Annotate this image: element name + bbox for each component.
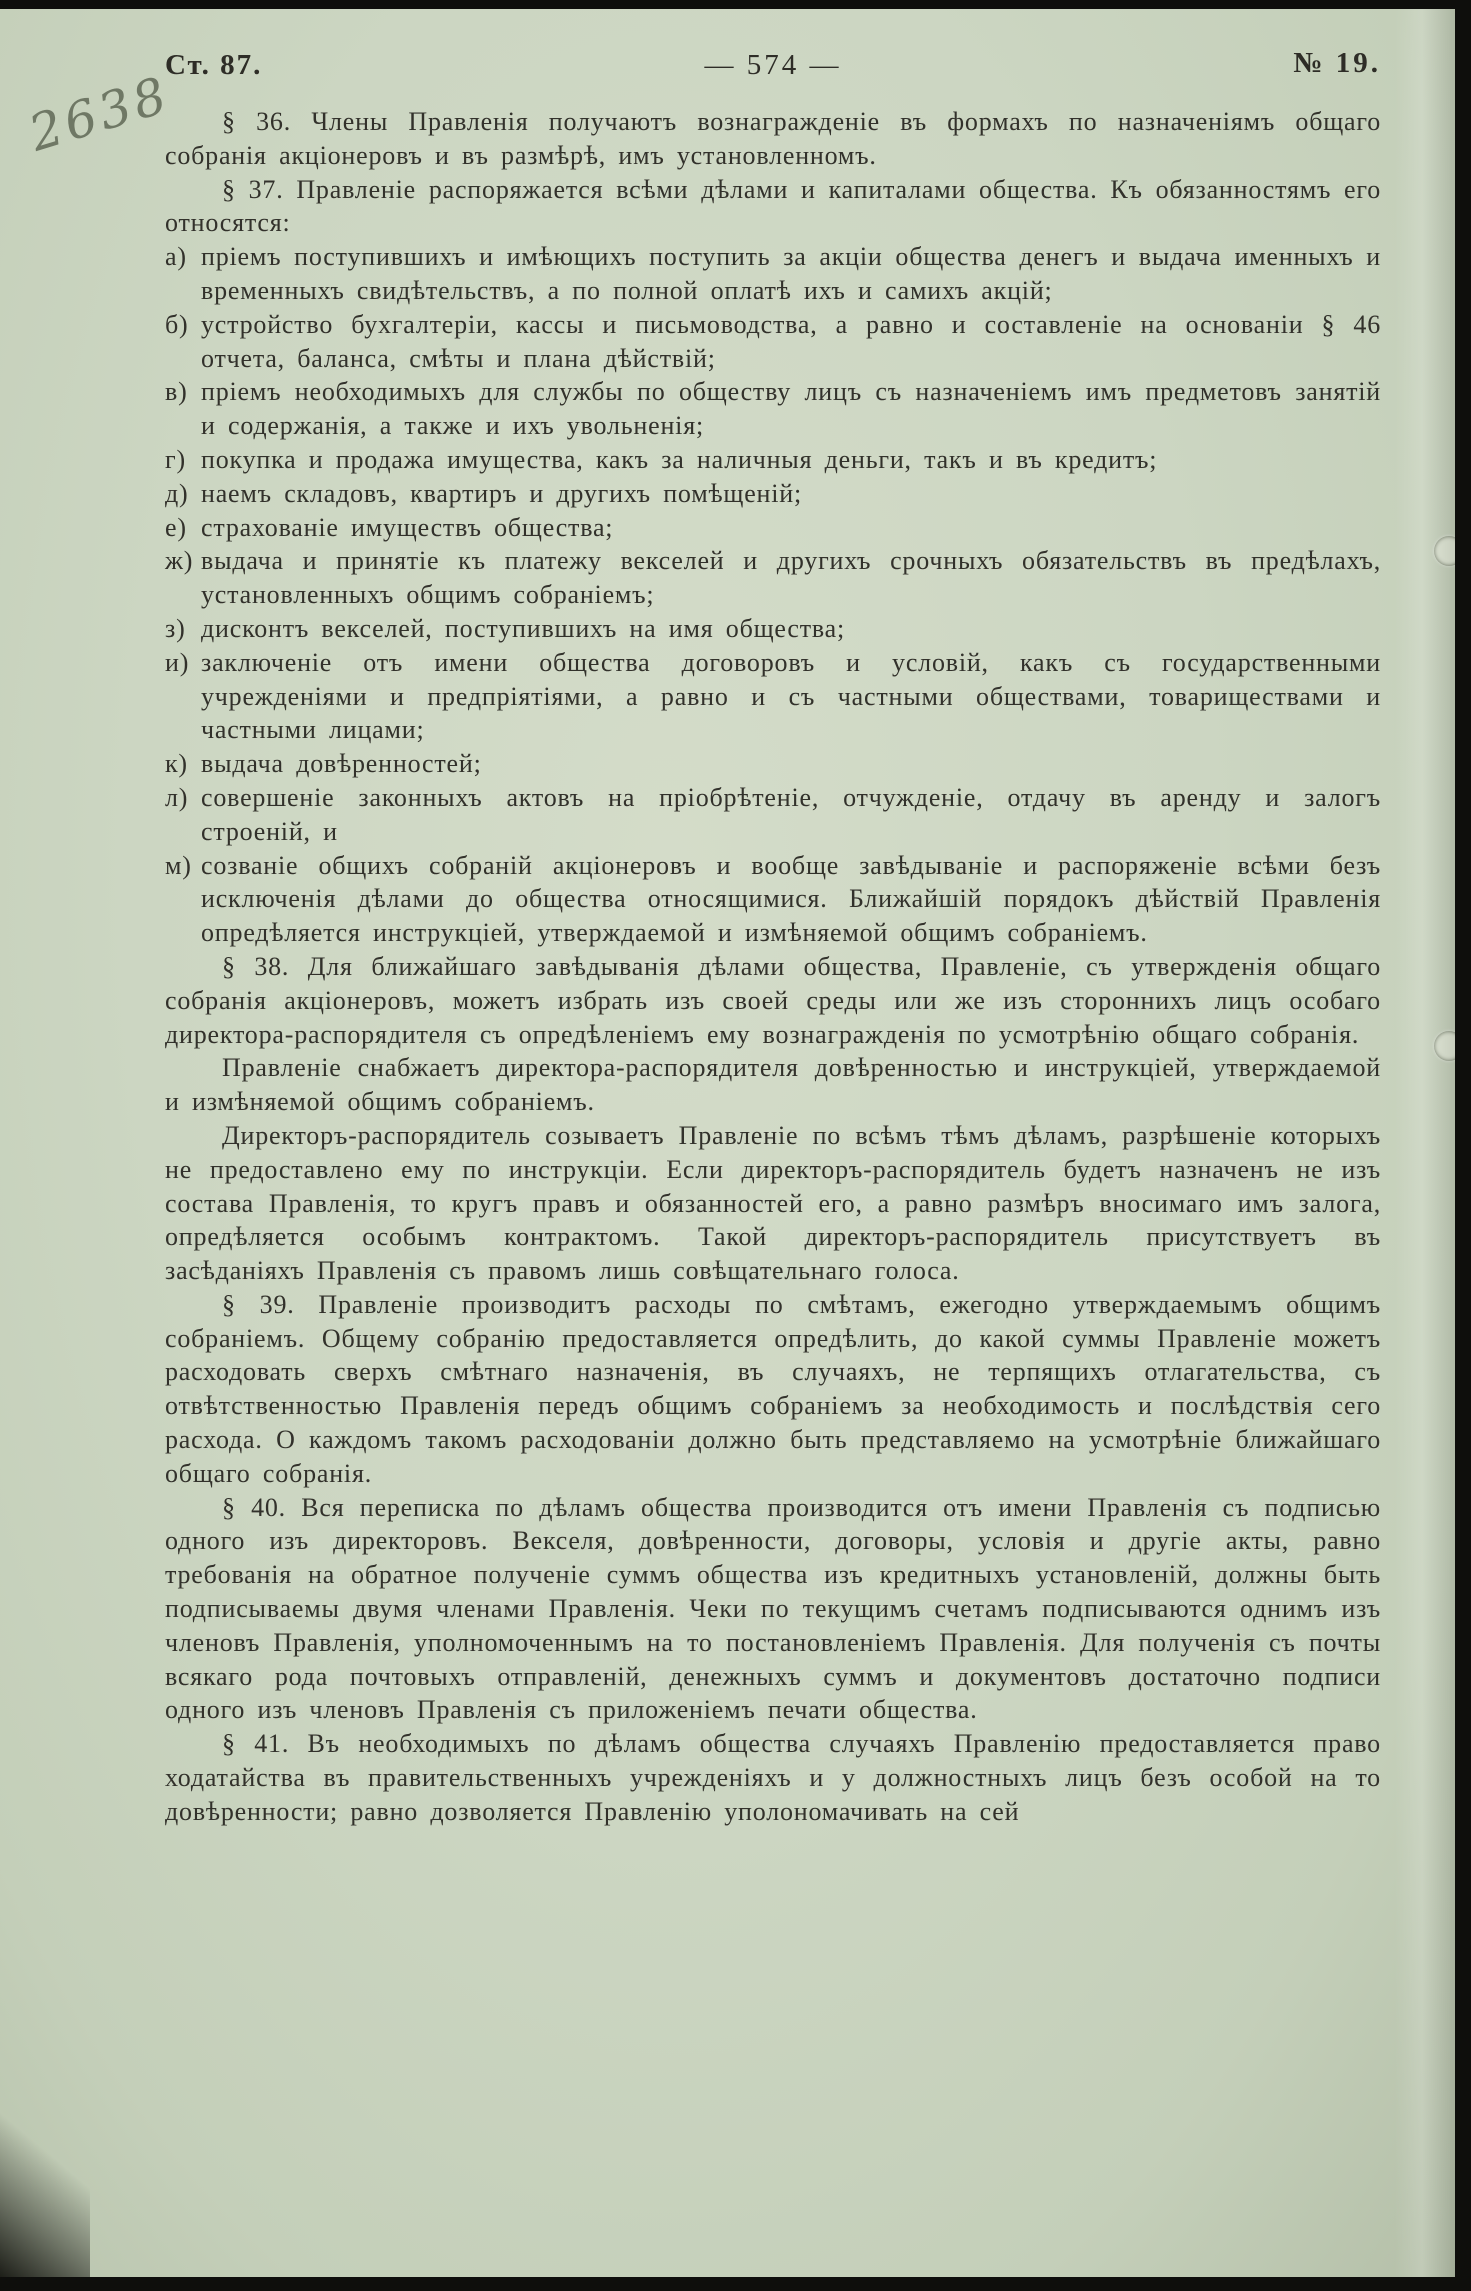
paragraph-40: § 40. Вся переписка по дѣламъ общества производится отъ имени Правленія съ подписью одного изъ директоровъ. Векселя, довѣренности, договоры, условія и другіе акты, равно требованія на обратное полученіе суммъ общества изъ кредитныхъ установленій, должны быть подписываемы двумя членами Правленія. Чеки по текущимъ счетамъ подписываются однимъ изъ членовъ Правленія, уполномоченнымъ на то постановленіемъ Правленія. Для полученія съ почты всякаго рода почтовыхъ отправленій, денежныхъ суммъ и документовъ достаточно подписи одного изъ членовъ Правленія съ приложеніемъ печати общества. xyxy=(165,1492,1381,1725)
item-text-a: пріемъ поступившихъ и имѣющихъ поступить за акціи общества денегъ и выдача именныхъ и временныхъ свидѣтельствъ, а по полной оплатѣ ихъ и самихъ акцій; xyxy=(201,242,1381,305)
item-text-i: заключеніе отъ имени общества договоровъ и условій, какъ съ государственными учрежденіями и предпріятіями, а равно и съ частными обществами, товариществами и частными лицами; xyxy=(201,647,1381,745)
list-item-m xyxy=(165,849,1381,950)
item-text-g: покупка и продажа имущества, какъ за наличныя деньги, такъ и въ кредитъ; xyxy=(201,444,1158,474)
list-item-v xyxy=(165,375,1381,443)
paragraph-41: § 41. Въ необходимыхъ по дѣламъ общества случаяхъ Правленію предоставляется право ходатайства въ правительственныхъ учрежденіяхъ и у должностныхъ лицъ безъ особой на то довѣренности; равно дозволяется Правленію уполономачивать на сей xyxy=(165,1729,1381,1826)
item-text-v: пріемъ необходимыхъ для службы по обществу лицъ съ назначеніемъ имъ предметовъ занятій и содержанія, а также и ихъ увольненія; xyxy=(201,377,1381,441)
list-item-i xyxy=(165,646,1381,747)
item-label-k: к) xyxy=(165,749,188,779)
handwritten-note: 2638 xyxy=(22,65,177,163)
list-item-a xyxy=(165,240,1381,308)
item-label-m: м) xyxy=(165,850,192,880)
scanned-page xyxy=(0,9,1455,2277)
paragraph-39: § 39. Правленіе производитъ расходы по смѣтамъ, ежегодно утверждаемымъ общимъ собраніемъ. Общему собранію предоставляется опредѣлить, до какой суммы Правленіе можетъ расходовать сверхъ смѣтнаго назначенія, въ случаяхъ, не терпящихъ отлагательства, съ отвѣтственностью Правленія передъ общимъ собраніемъ за необходимость и послѣдствія сего расхода. О каждомъ такомъ расходованіи должно быть представляемо на усмотрѣніе ближайшаго общаго собранія. xyxy=(165,1289,1381,1488)
issue-number: № 19. xyxy=(1293,47,1381,79)
paragraph-38-3: Директоръ-распорядитель созываетъ Правленіе по всѣмъ тѣмъ дѣламъ, разрѣшеніе которыхъ не предоставлено ему по инструкціи. Если директоръ-распорядитель будетъ назначенъ не изъ состава Правленія, то кругъ правъ и обязанностей его, а равно размѣръ вносимаго имъ залога, опредѣляется особымъ контрактомъ. Такой директоръ-распорядитель присутствуетъ въ засѣданіяхъ Правленія съ правомъ лишь совѣщательнаго голоса. xyxy=(165,1120,1381,1286)
document-body xyxy=(165,105,1381,1829)
item-text-l: совершеніе законныхъ актовъ на пріобрѣтеніе, отчужденіе, отдачу въ аренду и залогъ строеній, и xyxy=(201,782,1381,846)
list-item-e xyxy=(165,511,1381,545)
corner-shadow xyxy=(0,2087,90,2277)
list-item-z xyxy=(165,612,1381,646)
item-label-z: з) xyxy=(165,613,186,643)
punch-hole xyxy=(1434,1031,1455,1061)
punch-hole xyxy=(1434,536,1455,566)
item-text-d: наемъ складовъ, квартиръ и другихъ помѣщеній; xyxy=(201,478,803,508)
item-label-l: л) xyxy=(165,782,189,812)
item-label-e: е) xyxy=(165,512,187,542)
item-label-g: г) xyxy=(165,444,186,474)
list-item-g xyxy=(165,443,1381,477)
item-label-i: и) xyxy=(165,647,190,677)
item-text-e: страхованіе имуществъ общества; xyxy=(201,512,614,542)
list-item-b xyxy=(165,308,1381,376)
item-label-v: в) xyxy=(165,377,188,407)
item-label-a: а) xyxy=(165,242,187,272)
list-item-zh xyxy=(165,544,1381,612)
article-number: Ст. 87. xyxy=(165,49,263,81)
page-number: — 574 — xyxy=(704,49,842,81)
paragraph-37-intro: § 37. Правленіе распоряжается всѣми дѣлами и капиталами общества. Къ обязанностямъ его относятся: xyxy=(165,174,1381,238)
item-label-b: б) xyxy=(165,309,189,339)
list-item-d xyxy=(165,477,1381,511)
page-crease xyxy=(1395,9,1455,2277)
paragraph-36: § 36. Члены Правленія получаютъ вознагражденіе въ формахъ по назначеніямъ общаго собранія акціонеровъ и въ размѣрѣ, имъ установленномъ. xyxy=(165,107,1381,170)
item-text-m: созваніе общихъ собраній акціонеровъ и вообще завѣдываніе и распоряженіе всѣми безъ исключенія дѣлами до общества относящимися. Ближайшій порядокъ дѣйствій Правленія опредѣляется инструкціей, утверждаемой и измѣняемой общимъ собраніемъ. xyxy=(201,850,1381,948)
list-item-k xyxy=(165,747,1381,781)
list-item-l xyxy=(165,781,1381,849)
item-text-z: дисконтъ векселей, поступившихъ на имя общества; xyxy=(201,613,846,643)
item-label-zh: ж) xyxy=(165,546,194,576)
item-label-d: д) xyxy=(165,478,189,508)
paragraph-38: § 38. Для ближайшаго завѣдыванія дѣлами общества, Правленіе, съ утвержденія общаго собранія акціонеровъ, можетъ избрать изъ своей среды или же изъ стороннихъ лицъ особаго директора-распорядителя съ опредѣленіемъ ему вознагражденія по усмотрѣнію общаго собранія. xyxy=(165,951,1381,1049)
item-text-k: выдача довѣренностей; xyxy=(201,749,482,779)
item-text-zh: выдача и принятіе къ платежу векселей и другихъ срочныхъ обязательствъ въ предѣлахъ, установленныхъ общимъ собраніемъ; xyxy=(201,546,1381,610)
page-header xyxy=(165,45,1381,85)
item-text-b: устройство бухгалтеріи, кассы и письмоводства, а равно и составленіе на основаніи § 46 отчета, баланса, смѣты и плана дѣйствій; xyxy=(201,309,1381,373)
paragraph-38-2: Правленіе снабжаетъ директора-распорядителя довѣренностью и инструкціей, утверждаемой и измѣняемой общимъ собраніемъ. xyxy=(165,1053,1381,1117)
